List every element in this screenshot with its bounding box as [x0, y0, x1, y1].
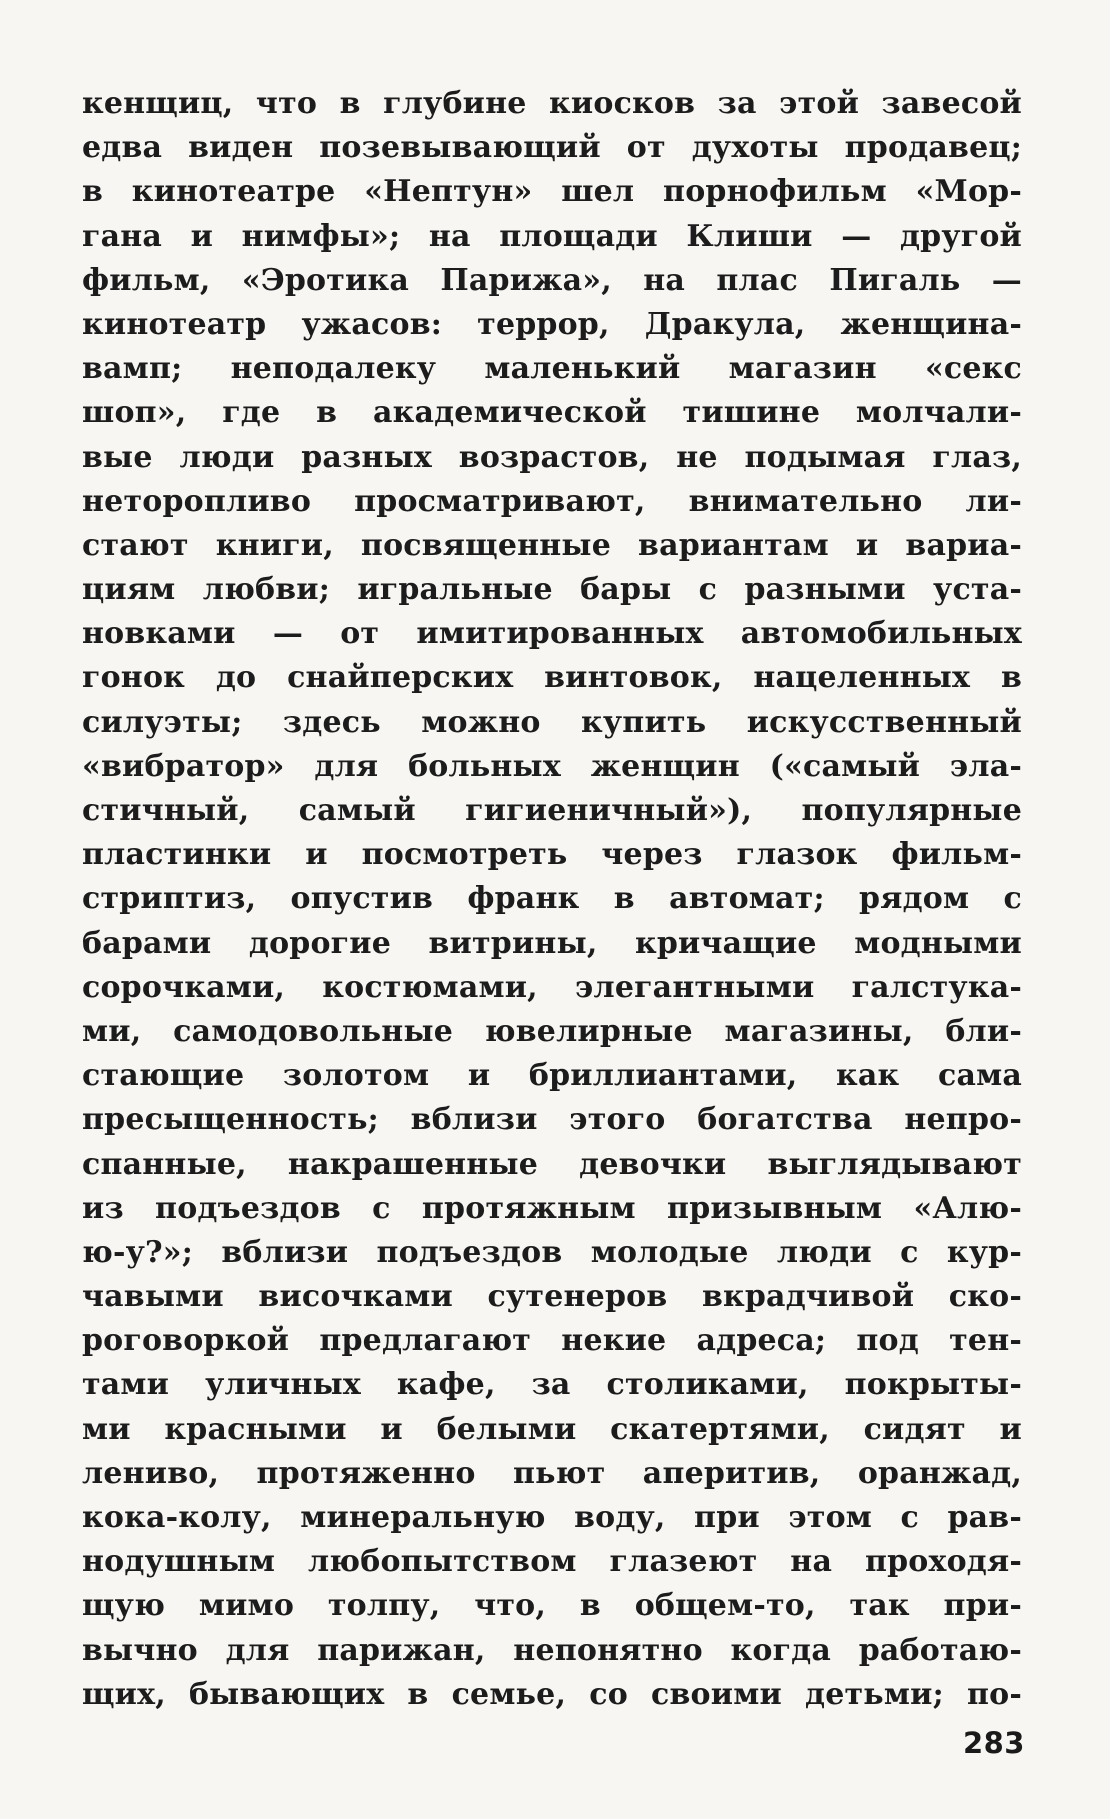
text-line: нодушным любопытством глазеют на проходя-	[82, 1544, 1022, 1580]
text-line: лениво, протяженно пьют аперитив, оранжад,	[82, 1455, 1022, 1491]
text-line: вычно для парижан, непонятно когда работаю-	[82, 1632, 1022, 1668]
text-line: циям любви; игральные бары с разными уста-	[82, 572, 1022, 608]
text-line: «вибратор» для больных женщин («самый эла-	[82, 748, 1022, 784]
text-line: чавыми височками сутенеров вкрадчивой ско-	[82, 1279, 1022, 1315]
text-line: стриптиз, опустив франк в автомат; рядом с	[82, 881, 1022, 917]
body-text	[82, 82, 1022, 1717]
page-number: 283	[962, 1726, 1025, 1760]
text-line: тами уличных кафе, за столиками, покрыты-	[82, 1367, 1022, 1403]
text-line: стающие золотом и бриллиантами, как сама	[82, 1058, 1022, 1094]
text-line: шоп», где в академической тишине молчали-	[82, 395, 1022, 431]
text-line: пластинки и посмотреть через глазок фильм-	[82, 837, 1022, 873]
text-line: неторопливо просматривают, внимательно ли-	[82, 483, 1022, 519]
text-line: ю-у?»; вблизи подъездов молодые люди с кур-	[82, 1234, 1022, 1270]
text-line: ми, самодовольные ювелирные магазины, бли-	[82, 1013, 1022, 1049]
text-line: стичный, самый гигиеничный»), популярные	[82, 793, 1022, 828]
text-line: ми красными и белыми скатертями, сидят и	[82, 1411, 1022, 1447]
text-line: щую мимо толпу, что, в общем-то, так при-	[82, 1588, 1022, 1624]
text-line: новками — от имитированных автомобильных	[82, 616, 1022, 652]
text-line: едва виден позевывающий от духоты продавец;	[82, 130, 1022, 166]
text-line: стают книги, посвященные вариантам и вариа-	[82, 527, 1022, 563]
text-line: барами дорогие витрины, кричащие модными	[82, 925, 1022, 961]
text-line: вамп; неподалеку маленький магазин «секс	[82, 351, 1022, 387]
text-line: сорочками, костюмами, элегантными галстука-	[82, 969, 1022, 1005]
text-line: пресыщенность; вблизи этого богатства непро-	[82, 1102, 1022, 1138]
text-line: щих, бывающих в семье, со своими детьми; по-	[82, 1676, 1022, 1712]
text-line: гана и нимфы»; на площади Клиши — другой	[82, 218, 1022, 254]
text-line: в кинотеатре «Нептун» шел порнофильм «Мор-	[82, 174, 1022, 210]
text-line: фильм, «Эротика Парижа», на плас Пигаль —	[82, 262, 1022, 298]
text-line: силуэты; здесь можно купить искусственный	[82, 704, 1022, 740]
text-line: из подъездов с протяжным призывным «Алю-	[82, 1190, 1022, 1226]
text-line: кинотеатр ужасов: террор, Дракула, женщина-	[82, 306, 1022, 342]
text-line: кенщиц, что в глубине киосков за этой завесой	[82, 86, 1022, 121]
text-line: спанные, накрашенные девочки выглядывают	[82, 1146, 1022, 1182]
text-line: роговоркой предлагают некие адреса; под тен-	[82, 1323, 1022, 1359]
text-line: вые люди разных возрастов, не подымая глаз,	[82, 439, 1022, 475]
text-line: кока-колу, минеральную воду, при этом с рав-	[82, 1500, 1022, 1535]
text-line: гонок до снайперских винтовок, нацеленных в	[82, 660, 1022, 696]
